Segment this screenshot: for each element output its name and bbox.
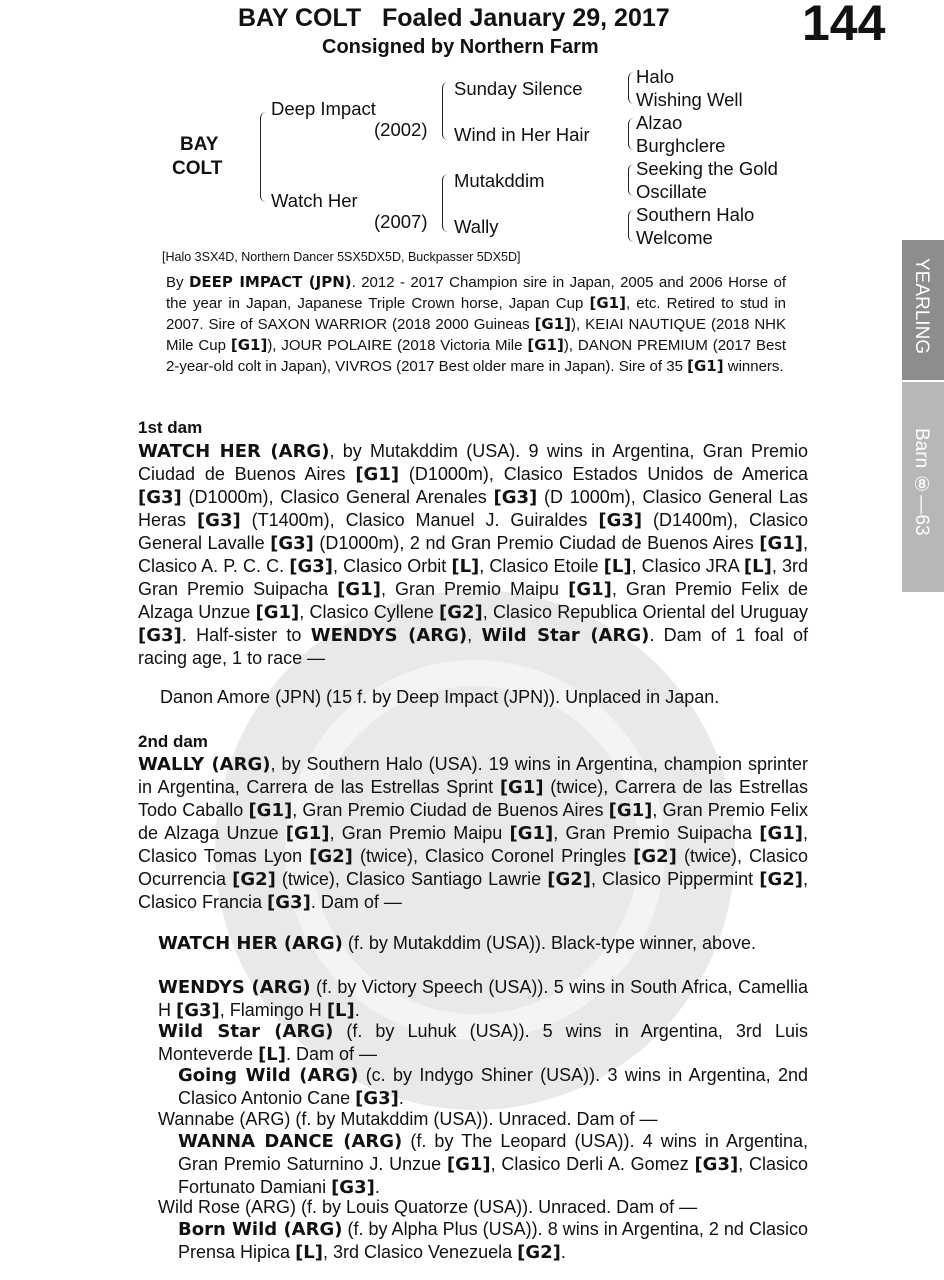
subject-name-line1: BAY: [180, 134, 219, 155]
gen3-1: Halo: [636, 66, 675, 87]
second-dam-name: WALLY (ARG): [138, 754, 271, 775]
gen3-2: Wishing Well: [636, 89, 743, 110]
dam-dam: Wally: [454, 216, 499, 237]
sire-sire: Sunday Silence: [454, 78, 583, 99]
brace: [628, 164, 635, 196]
inbreeding-note: [Halo 3SX4D, Northern Dancer 5SX5DX5D, Buckpasser 5DX5D]: [162, 250, 521, 264]
produce-entry-4: Going Wild (ARG) (c. by Indygo Shiner (USA)). 3 wins in Argentina, 2nd Clasico Antonio Cane [G3].: [178, 1065, 809, 1109]
subject-name-line2: COLT: [172, 158, 223, 179]
first-dam-heading: 1st dam: [138, 418, 203, 437]
consignor-line: Consigned by Northern Farm: [322, 36, 599, 58]
gen3-4: Burghclere: [636, 135, 726, 156]
produce-entry-8: Born Wild (ARG) (f. by Alpha Plus (USA)). 8 wins in Argentina, 2 nd Clasico Prensa Hipica [L], 3rd Clasico Venezuela [G2].: [178, 1219, 808, 1263]
gen3-5: Seeking the Gold: [636, 158, 778, 179]
produce-entry-3: Wild Star (ARG) (f. by Luhuk (USA)). 5 wins in Argentina, 3rd Luis Monteverde [L]. Dam of —: [158, 1021, 808, 1065]
dam-sire: Mutakddim: [454, 170, 545, 191]
brace: [628, 210, 635, 242]
dam-name: Watch Her: [271, 190, 358, 211]
gen3-6: Oscillate: [636, 181, 707, 202]
produce-entry-6: WANNA DANCE (ARG) (f. by The Leopard (USA)). 4 wins in Argentina, Gran Premio Saturnino J. Unzue [G1], Clasico Derli A. Gomez [G3], Clasico Fortunato Damiani [G3].: [178, 1131, 808, 1198]
gen3-3: Alzao: [636, 112, 683, 133]
barn-label: Barn ⑧—63: [911, 428, 932, 536]
brace: [442, 82, 451, 140]
gen3-7: Southern Halo: [636, 204, 755, 225]
sire-dam: Wind in Her Hair: [454, 124, 590, 145]
gen3-8: Welcome: [636, 227, 713, 248]
sire-name: Deep Impact: [271, 98, 376, 119]
first-dam-paragraph: WATCH HER (ARG), by Mutakddim (USA). 9 wins in Argentina, Gran Premio Ciudad de Buenos Aires [G1] (D1000m), Clasico Estados Unidos de America [G3] (D1000m), Clasico General Arenales [G3] (D 1000m), Clasico General Las Heras [G3] (T1400m), Clasico Manuel J. Guiraldes [G3] (D1400m), Clasico General Lavalle [G3] (D1000m), 2 nd Gran Premio Ciudad de Buenos Aires [G1], Clasico A. P. C. C. [G3], Clasico Orbit [L], Clasico Etoile [L], Clasico JRA [L], 3rd Gran Premio Suipacha [G1], Gran Premio Maipu [G1], Gran Premio Felix de Alzaga Unzue [G1], Clasico Cyllene [G2], Clasico Republica Oriental del Uruguay [G3]. Half-sister to WENDYS (ARG), Wild Star (ARG). Dam of 1 foal of racing age, 1 to race —: [138, 441, 809, 668]
sire-summary: By DEEP IMPACT (JPN). 2012 - 2017 Champion sire in Japan, 2005 and 2006 Horse of the year in Japan, Japanese Triple Crown horse, Japan Cup [G1], etc. Retired to stud in 2007. Sire of SAXON WARRIOR (2018 2000 Guineas [G1]), KEIAI NAUTIQUE (2018 NHK Mile Cup [G1]), JOUR POLAIRE (2018 Victoria Mile [G1]), DANON PREMIUM (2017 Best 2-year-old colt in Japan), VIVROS (2017 Best older mare in Japan). Sire of 35 [G1] winners.: [166, 273, 787, 375]
brace: [442, 174, 451, 232]
lot-number: 144: [802, 0, 886, 51]
produce-entry-5: Wannabe (ARG) (f. by Mutakddim (USA)). Unraced. Dam of —: [158, 1109, 658, 1129]
brace: [628, 118, 635, 150]
brace: [260, 112, 271, 202]
produce-entry-2: WENDYS (ARG) (f. by Victory Speech (USA)). 5 wins in South Africa, Camellia H [G3], Flamingo H [L].: [158, 977, 808, 1021]
brace: [628, 72, 635, 104]
second-dam-paragraph: WALLY (ARG), by Southern Halo (USA). 19 wins in Argentina, champion sprinter in Argentina, Carrera de las Estrellas Sprint [G1] (twice), Carrera de las Estrellas Todo Caballo [G1], Gran Premio Ciudad de Buenos Aires [G1], Gran Premio Felix de Alzaga Unzue [G1], Gran Premio Maipu [G1], Gran Premio Suipacha [G1], Clasico Tomas Lyon [G2] (twice), Clasico Coronel Pringles [G2] (twice), Clasico Ocurrencia [G2] (twice), Clasico Santiago Lawrie [G2], Clasico Pippermint [G2], Clasico Francia [G3]. Dam of —: [138, 754, 809, 913]
produce-entry-7: Wild Rose (ARG) (f. by Louis Quatorze (USA)). Unraced. Dam of —: [158, 1197, 698, 1217]
sire-year: (2002): [374, 119, 428, 140]
page-title: BAY COLT Foaled January 29, 2017: [238, 4, 670, 32]
produce-entry-1: WATCH HER (ARG) (f. by Mutakddim (USA)). Black-type winner, above.: [158, 933, 757, 954]
second-dam-heading: 2nd dam: [138, 732, 208, 751]
sire-highlight: DEEP IMPACT (JPN): [188, 273, 352, 291]
yearling-tab-label: YEARLING: [911, 258, 932, 355]
produce-record: Danon Amore (JPN) (15 f. by Deep Impact (JPN)). Unplaced in Japan.: [160, 687, 720, 707]
first-dam-name: WATCH HER (ARG): [138, 441, 330, 462]
dam-year: (2007): [374, 211, 428, 232]
